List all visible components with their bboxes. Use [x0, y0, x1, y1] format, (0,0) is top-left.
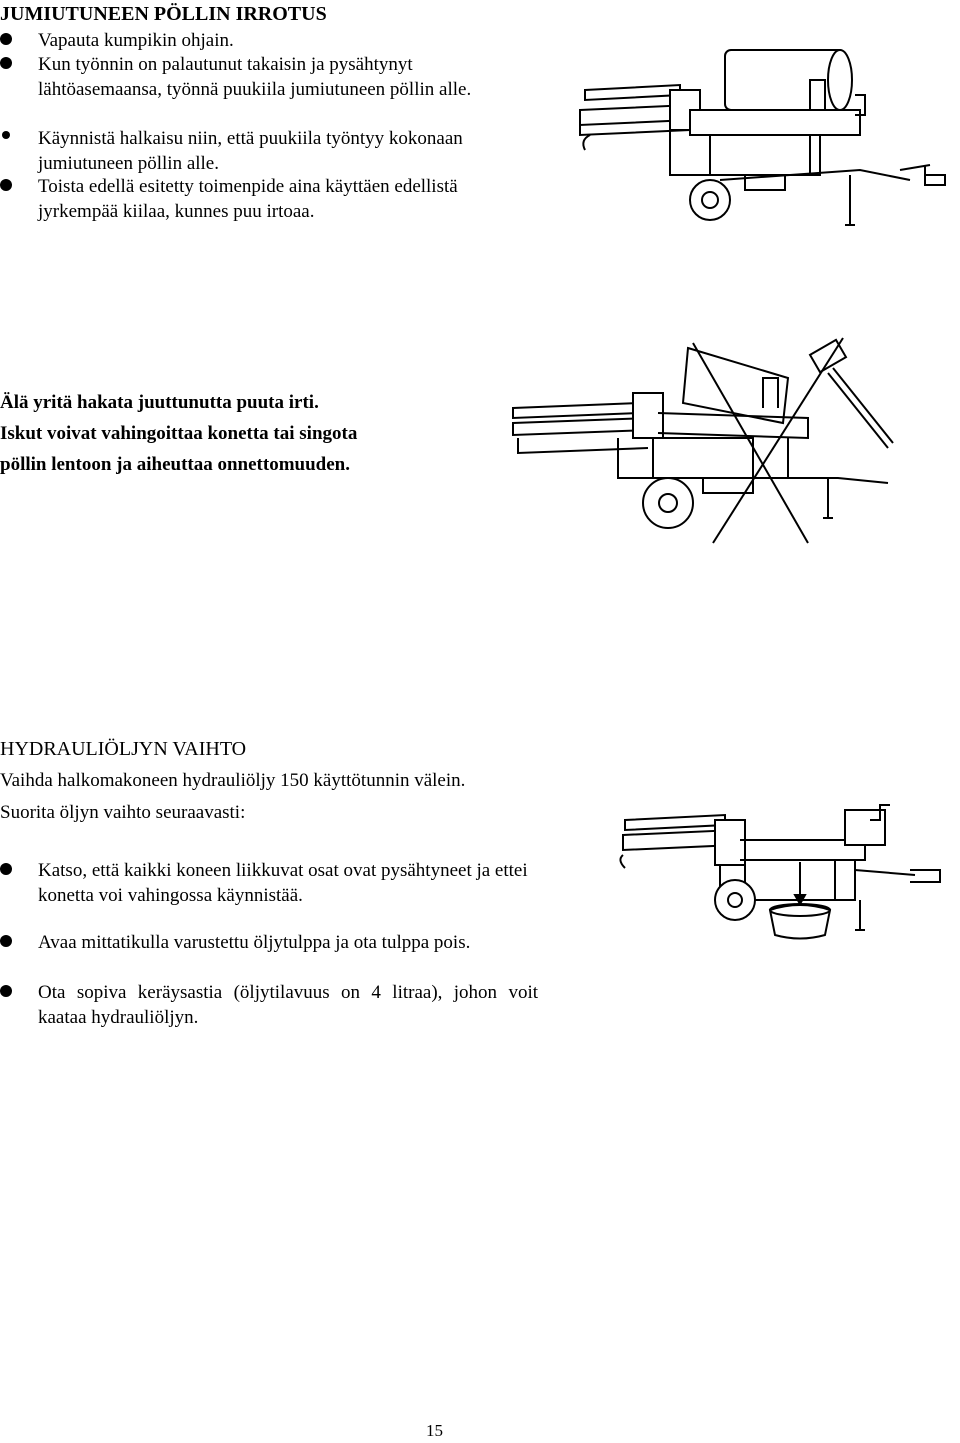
bullet-icon: [0, 863, 12, 875]
section-title-stuck-log: JUMIUTUNEEN PÖLLIN IRROTUS: [0, 3, 327, 25]
warning-text-line: pöllin lentoon ja aiheuttaa onnettomuuden.: [0, 454, 350, 475]
list-item-text: Katso, että kaikki koneen liikkuvat osat ovat pysähtyneet ja ettei konetta voi vahingossa käynnistää.: [38, 860, 528, 906]
list-item-text: Toista edellä esitetty toimenpide aina käyttäen edellistä jyrkempää kiilaa, kunnes puu irtoaa.: [38, 176, 458, 222]
list-item-text: Käynnistä halkaisu niin, että puukiila työntyy kokonaan jumiutuneen pöllin alle.: [38, 128, 463, 174]
bullet-icon: [0, 179, 12, 191]
bullet-icon: [0, 935, 12, 947]
bullet-icon: [0, 985, 12, 997]
log-splitter-wedge-illustration: [570, 40, 960, 240]
do-not-hammer-illustration: [508, 318, 928, 558]
list-item-text: Vapauta kumpikin ohjain.: [38, 30, 234, 51]
oil-change-intro: Suorita öljyn vaihto seuraavasti:: [0, 802, 246, 823]
oil-change-interval: Vaihda halkomakoneen hydrauliöljy 150 käyttötunnin välein.: [0, 770, 466, 791]
stuck-log-steps: [0, 28, 560, 228]
bullet-icon: [2, 131, 10, 139]
list-item-text: Avaa mittatikulla varustettu öljytulppa ja ota tulppa pois.: [38, 932, 471, 953]
oil-drain-illustration: [615, 800, 955, 950]
list-item-text: Kun työnnin on palautunut takaisin ja pysähtynyt lähtöasemaansa, työnnä puukiila jumiutuneen pöllin alle.: [38, 54, 472, 100]
section-title-hydraulic-oil: HYDRAULIÖLJYN VAIHTO: [0, 738, 247, 760]
warning-text-line: Iskut voivat vahingoittaa konetta tai singota: [0, 423, 358, 444]
page-number: 15: [426, 1421, 443, 1440]
warning-heading: Älä yritä hakata juuttunutta puuta irti.: [0, 392, 319, 413]
bullet-icon: [0, 33, 12, 45]
bullet-icon: [0, 57, 12, 69]
oil-change-steps: [0, 858, 560, 1038]
list-item-text: Ota sopiva keräysastia (öljytilavuus on 4 litraa), johon voit kaataa hydrauliöljyn.: [38, 982, 538, 1028]
